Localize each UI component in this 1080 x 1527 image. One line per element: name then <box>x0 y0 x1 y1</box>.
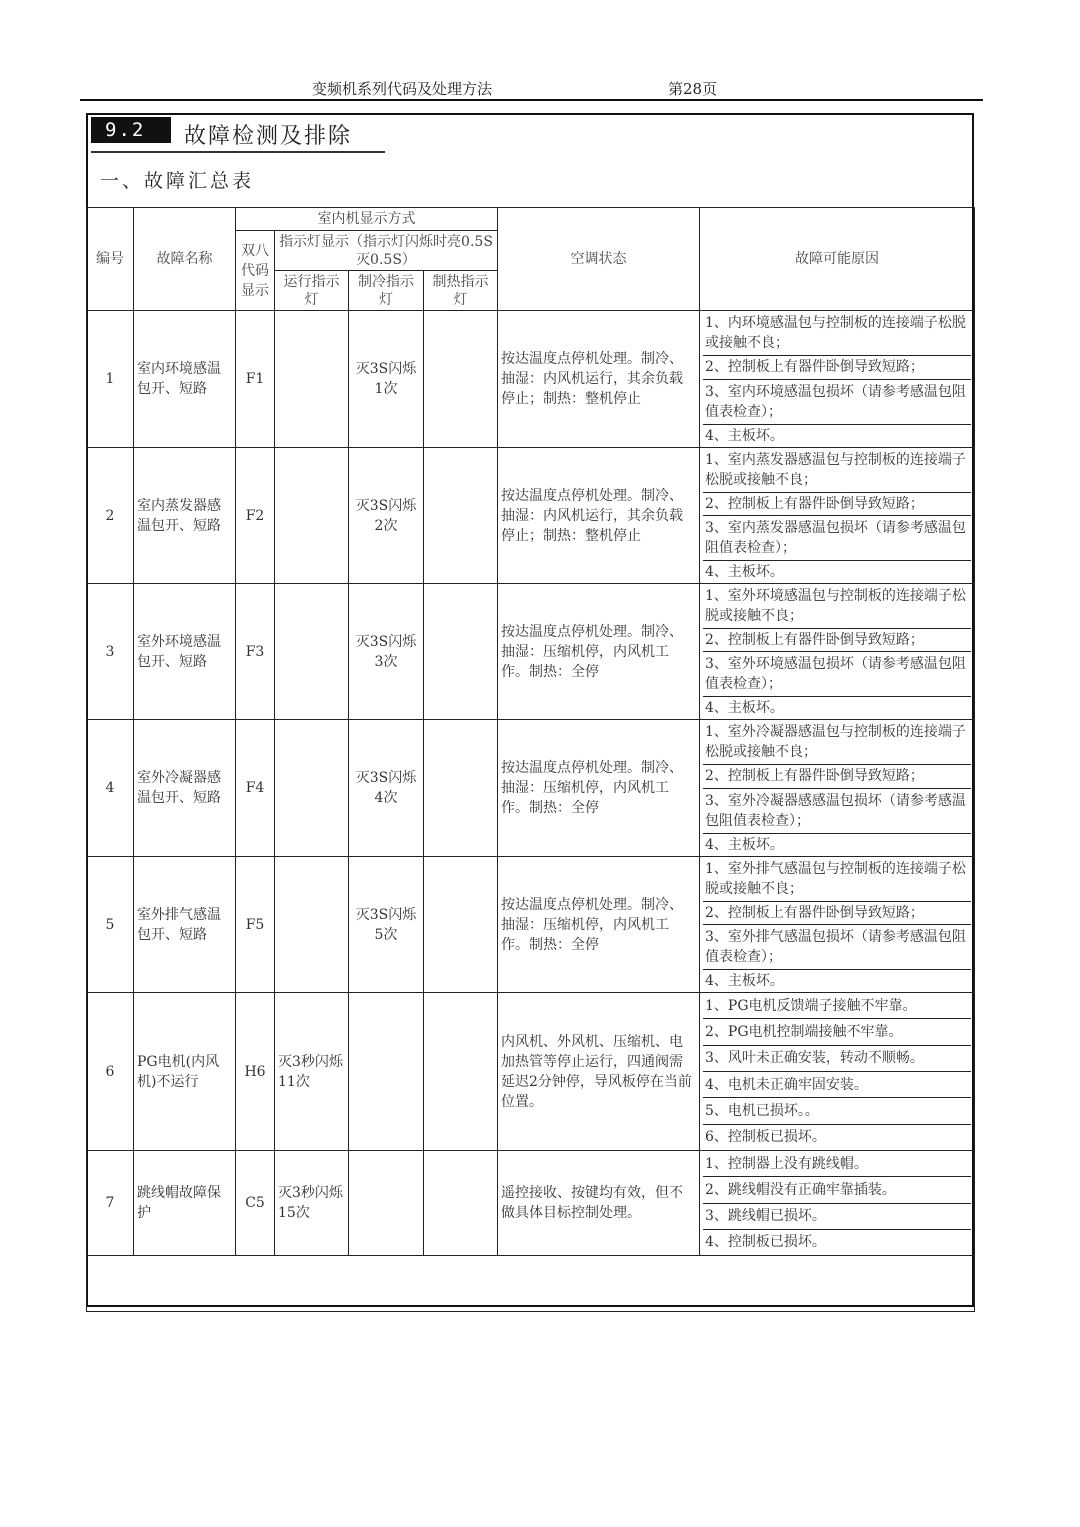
cause-item: 1、室外环境感温包与控制板的连接端子松脱或接触不良； <box>703 584 971 629</box>
row-causes <box>700 993 975 1151</box>
row-no: 2 <box>87 448 134 584</box>
row-run-indicator <box>275 720 349 857</box>
cause-item: 4、主板坏。 <box>705 564 784 580</box>
row-cool-indicator <box>349 1151 424 1256</box>
cause-item: 2、PG电机控制端接触不牢靠。 <box>703 1019 971 1045</box>
cause-item: 3、跳线帽已损坏。 <box>703 1204 971 1230</box>
col-header-state: 空调状态 <box>498 208 700 311</box>
cause-item: 3、室内蒸发器感温包损坏（请参考感温包阻值表检查）； <box>703 516 971 561</box>
cause-item: 4、主板坏。 <box>705 427 784 444</box>
sub-title: 一、故障汇总表 <box>100 170 255 192</box>
table-row <box>87 448 975 584</box>
row-no: 7 <box>87 1151 134 1256</box>
row-code: H6 <box>236 993 275 1151</box>
row-ac-state: 按达温度点停机处理。制冷、抽湿：压缩机停，内风机工作。制热：全停 <box>498 720 700 857</box>
cause-item: 2、控制板上有器件卧倒导致短路； <box>703 493 971 516</box>
cause-item: 4、主板坏。 <box>705 836 784 853</box>
cause-item: 2、控制板上有器件卧倒导致短路； <box>703 356 971 379</box>
row-run-indicator <box>275 857 349 993</box>
row-fault-name: 室外排气感温包开、短路 <box>134 857 236 993</box>
row-code: F2 <box>236 448 275 584</box>
row-heat-indicator <box>424 993 498 1151</box>
table-row <box>87 993 975 1151</box>
col-header-cool: 制冷指示灯 <box>349 271 424 311</box>
cause-item: 2、控制板上有器件卧倒导致短路； <box>703 902 971 925</box>
row-no: 1 <box>87 311 134 448</box>
cause-item: 1、控制器上没有跳线帽。 <box>703 1151 971 1177</box>
cause-item: 4、主板坏。 <box>705 973 784 989</box>
cause-item: 3、室外环境感温包损坏（请参考感温包阻值表检查）； <box>703 652 971 697</box>
section-title-rule <box>91 151 385 153</box>
row-code: F5 <box>236 857 275 993</box>
table-row <box>87 311 975 448</box>
fault-summary-table <box>86 207 975 1312</box>
cause-item: 1、室内蒸发器感温包与控制板的连接端子松脱或接触不良； <box>703 448 971 493</box>
row-heat-indicator <box>424 311 498 448</box>
table-row <box>87 1151 975 1256</box>
row-causes <box>700 584 975 720</box>
col-header-cause: 故障可能原因 <box>700 208 975 311</box>
row-fault-name: 跳线帽故障保护 <box>134 1151 236 1256</box>
cause-item: 3、室外冷凝器感感温包损坏（请参考感温包阻值表检查）； <box>703 789 971 834</box>
page-number: 第28页 <box>668 80 718 98</box>
row-fault-name: 室内环境感温包开、短路 <box>134 311 236 448</box>
empty-footer-row <box>87 1256 975 1312</box>
cause-item: 4、主板坏。 <box>705 700 784 716</box>
cause-item: 1、PG电机反馈端子接触不牢靠。 <box>703 993 971 1019</box>
row-run-indicator <box>275 584 349 720</box>
cause-item: 1、内环境感温包与控制板的连接端子松脱或接触不良； <box>703 311 971 356</box>
row-heat-indicator <box>424 448 498 584</box>
row-causes <box>700 720 975 857</box>
row-cool-indicator: 灭3S闪烁3次 <box>349 584 424 720</box>
table-row <box>87 720 975 857</box>
row-heat-indicator <box>424 584 498 720</box>
cause-item: 5、电机已损坏。。 <box>703 1098 971 1124</box>
row-cool-indicator: 灭3S闪烁5次 <box>349 857 424 993</box>
row-run-indicator <box>275 311 349 448</box>
cause-item: 2、控制板上有器件卧倒导致短路； <box>703 629 971 652</box>
document-title: 变频机系列代码及处理方法 <box>312 80 493 98</box>
row-ac-state: 按达温度点停机处理。制冷、抽湿：压缩机停，内风机工作。制热：全停 <box>498 584 700 720</box>
row-heat-indicator <box>424 857 498 993</box>
row-code: F4 <box>236 720 275 857</box>
row-cool-indicator <box>349 993 424 1151</box>
cause-item: 3、室内环境感温包损坏（请参考感温包阻值表检查）； <box>703 380 971 425</box>
row-heat-indicator <box>424 1151 498 1256</box>
row-causes <box>700 1151 975 1256</box>
row-run-indicator: 灭3秒闪烁15次 <box>275 1151 349 1256</box>
col-header-name: 故障名称 <box>134 208 236 311</box>
cause-item: 2、控制板上有器件卧倒导致短路； <box>703 765 971 788</box>
cause-item: 2、跳线帽没有正确牢靠插装。 <box>703 1177 971 1203</box>
col-header-code: 双八代码显示 <box>236 231 275 311</box>
row-no: 3 <box>87 584 134 720</box>
row-causes <box>700 311 975 448</box>
section-number: 9.2 <box>91 117 171 143</box>
row-cool-indicator: 灭3S闪烁1次 <box>349 311 424 448</box>
row-fault-name: 室内蒸发器感温包开、短路 <box>134 448 236 584</box>
row-causes <box>700 448 975 584</box>
cause-item: 4、控制板已损坏。 <box>705 1234 826 1251</box>
row-fault-name: 室外冷凝器感温包开、短路 <box>134 720 236 857</box>
row-code: F3 <box>236 584 275 720</box>
cause-item: 4、电机未正确牢固安装。 <box>703 1072 971 1098</box>
row-no: 5 <box>87 857 134 993</box>
row-ac-state: 按达温度点停机处理。制冷、抽湿：内风机运行，其余负载停止；制热：整机停止 <box>498 311 700 448</box>
row-heat-indicator <box>424 720 498 857</box>
col-header-indoor-display: 室内机显示方式 <box>236 208 498 231</box>
row-ac-state: 按达温度点停机处理。制冷、抽湿：压缩机停，内风机工作。制热：全停 <box>498 857 700 993</box>
row-cool-indicator: 灭3S闪烁2次 <box>349 448 424 584</box>
header-rule <box>80 99 983 101</box>
row-fault-name: PG电机(内风机)不运行 <box>134 993 236 1151</box>
col-header-heat: 制热指示灯 <box>424 271 498 311</box>
section-title: 故障检测及排除 <box>184 124 353 149</box>
row-code: C5 <box>236 1151 275 1256</box>
col-header-no: 编号 <box>87 208 134 311</box>
cause-item: 6、控制板已损坏。 <box>705 1129 826 1146</box>
row-code: F1 <box>236 311 275 448</box>
row-causes <box>700 857 975 993</box>
cause-item: 3、风叶未正确安装，转动不顺畅。 <box>703 1046 971 1072</box>
row-run-indicator: 灭3秒闪烁11次 <box>275 993 349 1151</box>
empty-cell <box>87 1256 975 1312</box>
row-ac-state: 遥控接收、按键均有效，但不做具体目标控制处理。 <box>498 1151 700 1256</box>
row-cool-indicator: 灭3S闪烁4次 <box>349 720 424 857</box>
row-ac-state: 按达温度点停机处理。制冷、抽湿：内风机运行，其余负载停止；制热：整机停止 <box>498 448 700 584</box>
cause-item: 1、室外排气感温包与控制板的连接端子松脱或接触不良； <box>703 857 971 902</box>
col-header-indicator: 指示灯显示（指示灯闪烁时亮0.5S灭0.5S） <box>275 231 498 271</box>
row-no: 6 <box>87 993 134 1151</box>
cause-item: 3、室外排气感温包损坏（请参考感温包阻值表检查）； <box>703 925 971 970</box>
table-row <box>87 857 975 993</box>
row-fault-name: 室外环境感温包开、短路 <box>134 584 236 720</box>
col-header-run: 运行指示灯 <box>275 271 349 311</box>
row-ac-state: 内风机、外风机、压缩机、电加热管等停止运行，四通阀需延迟2分钟停，导风板停在当前位置。 <box>498 993 700 1151</box>
cause-item: 1、室外冷凝器感温包与控制板的连接端子松脱或接触不良； <box>703 720 971 765</box>
row-run-indicator <box>275 448 349 584</box>
row-no: 4 <box>87 720 134 857</box>
table-row <box>87 584 975 720</box>
